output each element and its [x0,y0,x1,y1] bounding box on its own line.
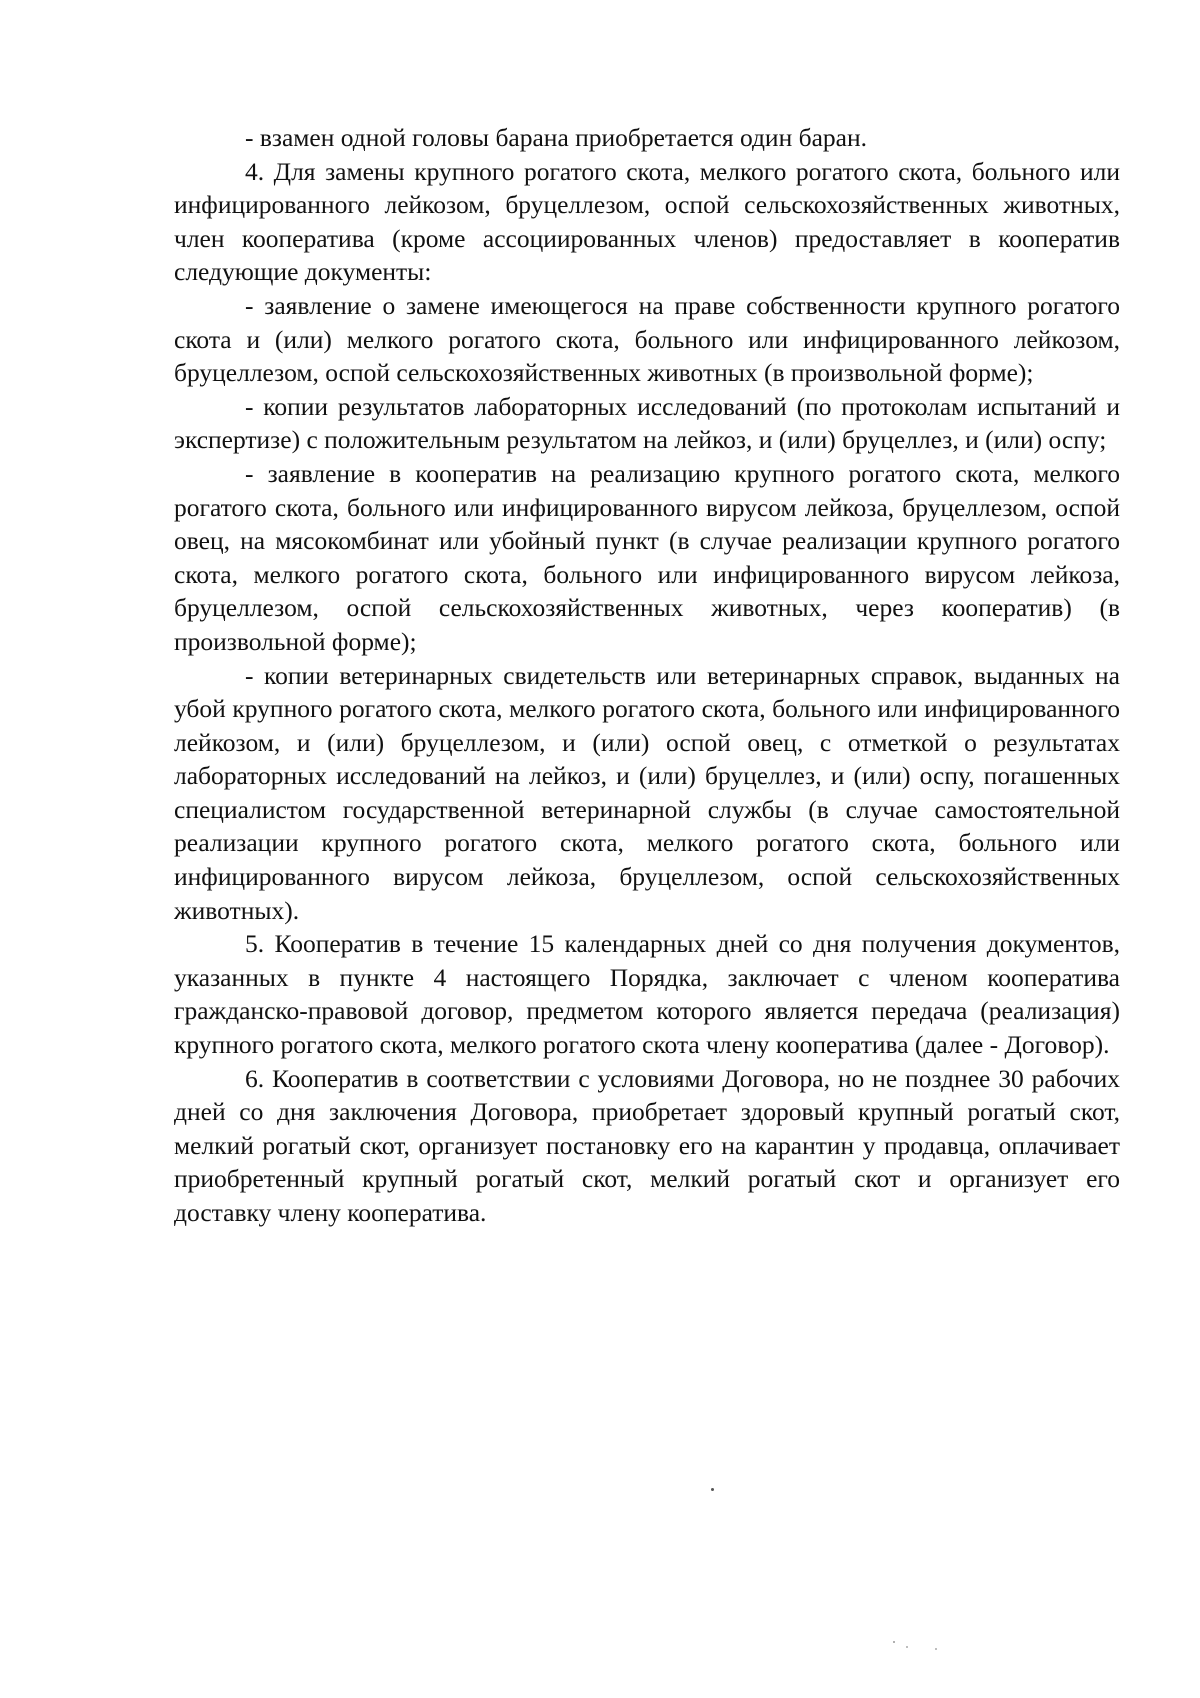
document-body [174,121,1120,1230]
scan-speck [711,1488,714,1491]
paragraph-ram-replacement: - взамен одной головы барана приобретается один баран. [245,123,867,152]
paragraph-item-4: 4. Для замены крупного рогатого скота, мелкого рогатого скота, больного или инфицированного лейкозом, бруцеллезом, оспой сельскохозяйственных животных, член кооператива (кроме ассоциированных членов) предоставляет в кооператив следующие документы: [174,156,1120,287]
paragraph-veterinary-certificates: - копии ветеринарных свидетельств или ветеринарных справок, выданных на убой крупного рогатого скота, мелкого рогатого скота, больного или инфицированного лейкозом, и (или) бруцеллезом, и (или) оспой овец, с отметкой о результатах лабораторных исследований на лейкоз, и (или) бруцеллез, и (или) оспу, погашенных специалистом государственной ветеринарной службы (в случае самостоятельной реализации крупного рогатого скота, мелкого рогатого скота, больного или инфицированного вирусом лейкоза, бруцеллезом, оспой сельскохозяйственных животных). [174,660,1120,925]
paragraph-item-5: 5. Кооператив в течение 15 календарных дней со дня получения документов, указанных в пункте 4 настоящего Порядка, заключает с членом кооператива гражданско-правовой договор, предметом которого является передача (реализация) крупного рогатого скота, мелкого рогатого скота члену кооператива (далее - Договор). [174,929,1120,1060]
paragraph-item-6: 6. Кооператив в соответствии с условиями Договора, но не позднее 30 рабочих дней со дня заключения Договора, приобретает здоровый крупный рогатый скот, мелкий рогатый скот, организует постановку его на карантин у продавца, оплачивает приобретенный крупный рогатый скот, мелкий рогатый скот и организует его доставку члену кооператива. [174,1063,1120,1227]
scan-speck [893,1641,895,1643]
paragraph-lab-results-copies: - копии результатов лабораторных исследований (по протоколам испытаний и экспертизе) с положительным результатом на лейкоз, и (или) бруцеллез, и (или) оспу; [174,391,1120,455]
paragraph-sale-application: - заявление в кооператив на реализацию крупного рогатого скота, мелкого рогатого скота, больного или инфицированного вирусом лейкоза, бруцеллезом, оспой овец, на мясокомбинат или убойный пункт (в случае реализации крупного рогатого скота, мелкого рогатого скота, больного или инфицированного вирусом лейкоза, бруцеллезом, оспой сельскохозяйственных животных, через кооператив) (в произвольной форме); [174,458,1120,656]
paragraph-replacement-application: - заявление о замене имеющегося на праве собственности крупного рогатого скота и (или) мелкого рогатого скота, больного или инфицированного лейкозом, бруцеллезом, оспой сельскохозяйственных животных (в произвольной форме); [174,290,1120,388]
scan-speck [935,1648,937,1650]
scan-speck [906,1646,908,1648]
